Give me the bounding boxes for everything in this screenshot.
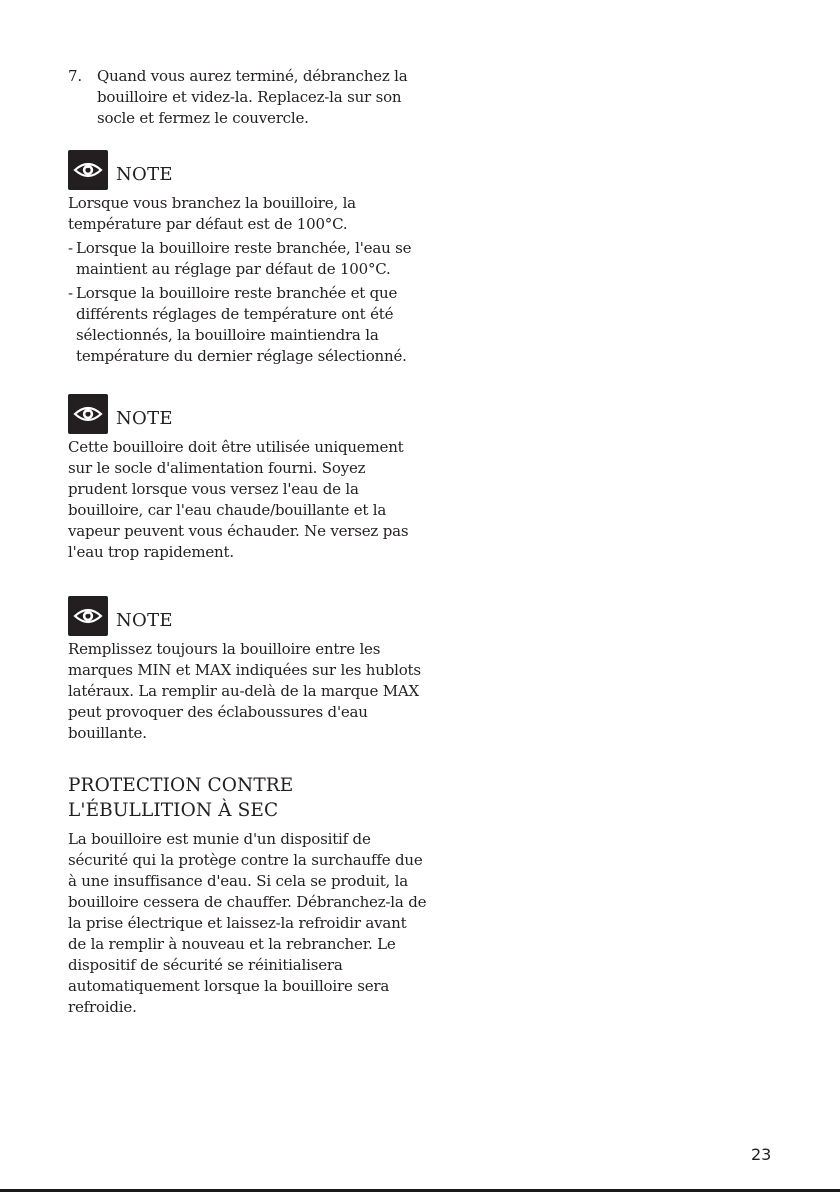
note-fill-levels bbox=[68, 596, 428, 744]
step-number: 7. bbox=[68, 67, 82, 85]
section-text: La bouilloire est munie d'un dispositif de sécurité qui la protège contre la surchauffe due à une insuffisance d'eau. Si cela se produit, la bouilloire cessera de chauffer. Débranchez-la de la prise électrique et laissez-la refroidir avant de la remplir à nouveau et la rebrancher. Le dispositif de sécurité se réinitialisera automatiquement lorsque la bouilloire sera refroidie. bbox=[68, 830, 427, 1016]
note-power-base bbox=[68, 394, 428, 563]
note-intro: Lorsque vous branchez la bouilloire, la température par défaut est de 100°C. bbox=[68, 194, 356, 233]
note-header bbox=[68, 150, 428, 190]
note-bullet: - Lorsque la bouilloire reste branchée et que différents réglages de température ont été sélectionnés, la bouilloire maintiendra la température du dernier réglage sélectionné. bbox=[68, 283, 428, 367]
step-text: Quand vous aurez terminé, débranchez la bouilloire et videz-la. Replacez-la sur son socle et fermez le couvercle. bbox=[97, 67, 408, 127]
note-title: NOTE bbox=[116, 163, 173, 185]
note-header bbox=[68, 596, 428, 636]
page-content bbox=[68, 66, 428, 1018]
note-title: NOTE bbox=[116, 407, 173, 429]
page-number: 23 bbox=[751, 1145, 772, 1164]
note-default-temperature bbox=[68, 150, 428, 367]
eye-icon bbox=[68, 394, 108, 434]
note-header bbox=[68, 394, 428, 434]
section-title: PROTECTION CONTRE L'ÉBULLITION À SEC bbox=[68, 775, 294, 821]
note-text: Remplissez toujours la bouilloire entre les marques MIN et MAX indiquées sur les hublots latéraux. La remplir au-delà de la marque MAX peut provoquer des éclaboussures d'eau bouillante. bbox=[68, 640, 421, 742]
note-bullet-text: Lorsque la bouilloire reste branchée, l'eau se maintient au réglage par défaut de 100°C. bbox=[76, 239, 412, 278]
eye-icon bbox=[68, 150, 108, 190]
eye-icon bbox=[68, 596, 108, 636]
note-text: Cette bouilloire doit être utilisée uniquement sur le socle d'alimentation fourni. Soyez prudent lorsque vous versez l'eau de la bouilloire, car l'eau chaude/bouillante et la vapeur peuvent vous échauder. Ne versez pas l'eau trop rapidement. bbox=[68, 438, 409, 561]
note-title: NOTE bbox=[116, 609, 173, 631]
note-bullet-text: Lorsque la bouilloire reste branchée et que différents réglages de température ont été sélectionnés, la bouilloire maintiendra la température du dernier réglage sélectionné. bbox=[76, 284, 407, 365]
note-bullet: - Lorsque la bouilloire reste branchée, l'eau se maintient au réglage par défaut de 100°C. bbox=[68, 238, 428, 280]
step-7 bbox=[68, 66, 428, 129]
